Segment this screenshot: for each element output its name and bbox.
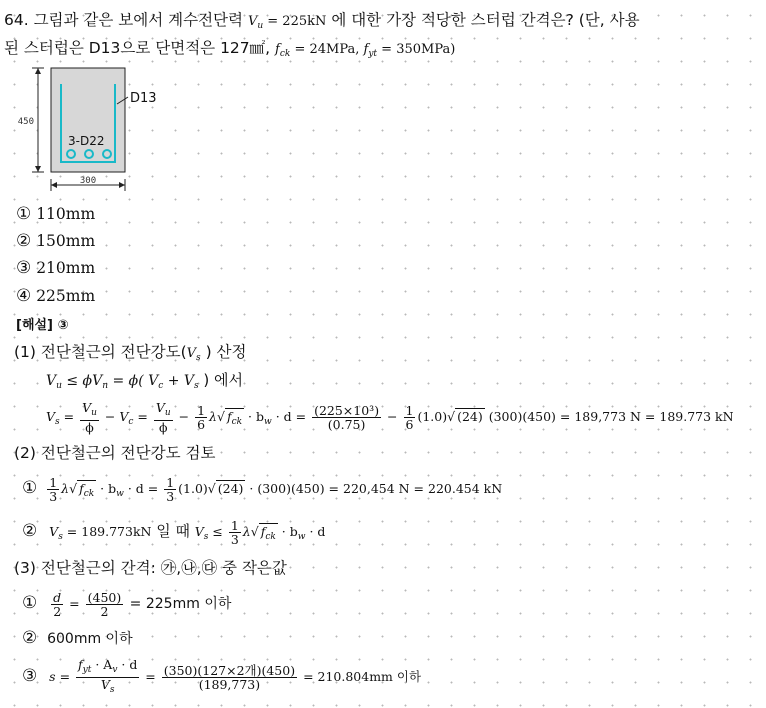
- fck-value: = 24MPa,: [290, 42, 364, 57]
- check-1-d: · d =: [123, 481, 163, 496]
- check-2-frac-third: [229, 519, 241, 546]
- option-4: [16, 286, 95, 306]
- eq2-equals-1: =: [59, 409, 79, 424]
- spacing-3-frac-formula: [76, 658, 139, 697]
- eq2-fck: f: [226, 409, 232, 424]
- check-1-frac-den: 3: [49, 489, 58, 504]
- eq-spacing-2: [22, 628, 133, 649]
- question-number-title: 64. 그림과 같은 보에서 계수전단력: [4, 11, 244, 29]
- check-2-d: · d: [305, 524, 326, 539]
- question-line-1: [4, 10, 640, 36]
- check-2-vs-2: V: [194, 524, 204, 539]
- check-2-word: 일 때: [151, 522, 195, 540]
- eq2-vc-sub: c: [128, 417, 134, 427]
- eq2-frac2-num: V: [155, 400, 165, 415]
- question-title-rest: 에 대한 가장 적당한 스터럽 간격은? (단, 사용: [331, 11, 640, 29]
- solution-header: [해설] ③: [16, 318, 69, 333]
- section-1-title: [14, 342, 247, 368]
- eq2-frac-vu-phi-2: [154, 401, 173, 434]
- eq-vu-phi-vn: [46, 370, 243, 396]
- check-1-result: · (300)(450) = 220,454 N = 220.454 kN: [245, 481, 503, 496]
- check-2-marker: ②: [22, 521, 38, 541]
- vu-symbol: V: [247, 14, 258, 29]
- beam-section-figure: [0, 62, 200, 194]
- check-2-frac-num: 1: [230, 518, 239, 533]
- question-line2-text: 된 스터럽은 D13으로 단면적은 127㎟,: [4, 39, 276, 57]
- spacing-3-den-values: (189,773): [198, 677, 261, 692]
- spacing-3-av-sub: v: [112, 665, 118, 675]
- option-3-text: 210mm: [36, 259, 96, 277]
- eq1-phi-open: = ϕ( V: [108, 373, 159, 389]
- check-2-bw-sub: w: [297, 532, 306, 542]
- option-1: [16, 204, 95, 224]
- eq2-frac-vu-phi: [80, 401, 99, 434]
- spacing-1-marker: ①: [22, 593, 38, 613]
- eq2-lambda: λ: [209, 409, 217, 424]
- eq1-plus-vs: + V: [163, 373, 195, 389]
- spacing-3-s: s: [49, 669, 56, 684]
- option-4-marker: ④: [16, 286, 32, 306]
- width-label: 300: [79, 176, 97, 186]
- spacing-1-frac-450: [86, 591, 124, 618]
- eq-check-1: ① $\frac{1}{3}$ λ√ $f_{ck} \cdot b_w \cdot d$ = $\frac{1}{3}$ (1.0)√ (24) · (300)(450) = 220,454 N = 220.454 kN: [22, 475, 503, 504]
- spacing-1-frac-d2: [51, 591, 63, 618]
- beam-section: [51, 68, 125, 172]
- eq1-vu-sub: u: [56, 381, 62, 391]
- eq2-frac3-num: 1: [197, 403, 206, 418]
- eq2-frac-one-sixth: [195, 404, 207, 431]
- eq2-frac-one-sixth-2: [404, 404, 416, 431]
- check-2-vs-2-sub: s: [203, 532, 209, 542]
- option-4-text: 225mm: [36, 287, 96, 305]
- eq2-frac1-den: ϕ: [85, 420, 94, 435]
- section-2-title: (2) 전단철근의 전단강도 검토: [14, 444, 216, 462]
- spacing-1-450: (450): [87, 590, 122, 605]
- spacing-2-text: 600mm 이하: [47, 631, 133, 647]
- spacing-3-marker: ③: [22, 666, 38, 686]
- check-1-fck: f: [79, 481, 84, 496]
- check-1-frac-third-2: [164, 476, 176, 503]
- question-line-2: [4, 38, 455, 64]
- spacing-3-fyt-sub: yt: [82, 665, 92, 675]
- eq1-vn-sub: n: [102, 381, 109, 391]
- eq2-vs-sub: s: [55, 417, 60, 427]
- fck-sub: ck: [279, 49, 291, 59]
- eq2-coef: (1.0): [417, 409, 448, 424]
- eq2-frac2-den: ϕ: [158, 420, 168, 435]
- check-1-fck-sub: ck: [83, 489, 95, 499]
- spacing-3-equals: =: [55, 669, 75, 684]
- eq2-frac4-num: (225×10³): [314, 403, 380, 418]
- check-1-frac-third: [47, 476, 59, 503]
- check-1-bw: · b: [96, 481, 117, 496]
- eq2-bw: · b: [244, 409, 264, 424]
- eq2-fck-sub: ck: [231, 417, 243, 427]
- eq1-vc-sub: c: [158, 381, 164, 391]
- check-1-frac-num: 1: [49, 475, 58, 490]
- eq2-d: · d =: [271, 409, 311, 424]
- check-1-lambda: λ: [61, 481, 70, 496]
- check-2-fck: f: [260, 524, 266, 539]
- check-2-value: = 189.773kN: [62, 524, 152, 539]
- fyt-value: = 350MPa): [377, 42, 456, 57]
- eq-check-2: ② $V_s = 189.773kN$ 일 때 $V_s$ ≤ $\frac{1}{3}$ λ√ $f_{ck} \cdot b_w \cdot d$: [22, 518, 326, 547]
- spacing-3-frac-values: [162, 664, 297, 691]
- vs-sub: s: [196, 353, 201, 363]
- vu-sub: u: [257, 21, 264, 31]
- spacing-3-vs: V: [100, 677, 110, 692]
- spacing-1-d: d: [53, 590, 62, 605]
- option-3-marker: ③: [16, 258, 32, 278]
- height-arrow-bottom: [35, 166, 41, 172]
- width-arrow-left: [51, 182, 57, 188]
- eq2-frac1-num: V: [82, 400, 92, 415]
- spacing-3-vs-sub: s: [109, 685, 115, 695]
- eq1-vu: V: [46, 373, 57, 389]
- eq1-tail: ) 에서: [198, 371, 244, 389]
- eq1-vs-sub: s: [194, 381, 199, 391]
- eq2-equals-2: =: [133, 409, 152, 424]
- eq2-frac4-den: (0.75): [327, 417, 366, 432]
- eq2-result: (300)(450) = 189,773 N = 189.773 kN: [484, 409, 734, 424]
- eq1-phivn: ≤ ϕV: [61, 373, 103, 389]
- spacing-3-equals-2: =: [141, 669, 160, 684]
- option-1-marker: ①: [16, 204, 32, 224]
- option-3: [16, 258, 95, 278]
- option-1-text: 110mm: [36, 205, 96, 223]
- width-arrow-right: [119, 182, 125, 188]
- spacing-1-equals: =: [65, 596, 84, 611]
- eq2-bw-sub: w: [264, 417, 272, 427]
- option-2-text: 150mm: [36, 232, 96, 250]
- check-2-leq: ≤: [208, 524, 227, 539]
- spacing-3-av: · A: [91, 657, 113, 672]
- check-2-vs-sub: s: [58, 532, 63, 542]
- check-1-marker: ①: [22, 478, 38, 498]
- fck-symbol: f: [275, 42, 280, 57]
- spacing-3-result: = 210.804mm 이하: [299, 669, 422, 684]
- eq2-minus-vc: − V: [100, 409, 129, 424]
- height-label: 450: [17, 117, 34, 127]
- spacing-1-result: = 225mm 이하: [125, 596, 232, 612]
- rebar-label: 3-D22: [68, 134, 105, 148]
- check-2-frac-den: 3: [230, 532, 239, 547]
- check-2-lambda: λ: [242, 524, 251, 539]
- spacing-3-num-values: (350)(127×2개)(450): [163, 663, 296, 678]
- check-1-frac2-den: 3: [166, 489, 175, 504]
- eq2-minus-2: −: [383, 409, 402, 424]
- spacing-3-fyt: f: [78, 657, 83, 672]
- check-2-vs: V: [49, 524, 59, 539]
- check-1-frac2-num: 1: [166, 475, 175, 490]
- fyt-sub: yt: [368, 49, 378, 59]
- option-2-marker: ②: [16, 231, 32, 251]
- eq2-minus: −: [174, 409, 194, 424]
- check-2-bw: · b: [277, 524, 298, 539]
- check-1-bw-sub: w: [116, 489, 124, 499]
- section-1-title-tail: ) 산정: [200, 343, 247, 361]
- eq2-frac5-den: 6: [405, 417, 414, 432]
- eq2-sqrt24: (24): [457, 409, 483, 424]
- spacing-3-d: · d: [117, 657, 138, 672]
- check-2-fck-sub: ck: [265, 532, 276, 542]
- eq2-frac1-num-sub: u: [91, 408, 97, 418]
- check-1-sqrt24: (24): [217, 481, 244, 496]
- fyt-symbol: f: [363, 42, 369, 57]
- spacing-2-marker: ②: [22, 628, 38, 648]
- eq2-frac5-num: 1: [405, 403, 414, 418]
- check-1-coef: (1.0): [178, 481, 208, 496]
- eq-spacing-1: [22, 586, 231, 621]
- height-arrow-top: [35, 68, 41, 74]
- eq-vs-derivation: $V_s$ = $\frac{V_u}{\phi}$ − $V_c$ = $\frac{V_u}{\phi}$ − $\frac{1}{6}$ λ√ $f_{ck} \cdot b_w \cdot d$ = $\frac{\text{(225×10³)}}{(0.75)}$ − $\frac{1}{6}$ (1.0)√ (24) (300)(450) = 189,773 N = 189.773 kN: [46, 400, 734, 435]
- eq2-frac2-num-sub: u: [164, 408, 171, 418]
- stirrup-label: D13: [130, 91, 157, 106]
- spacing-1-two: 2: [53, 604, 62, 619]
- section-3-title: (3) 전단철근의 간격: ㉮,㉯,㉰ 중 작은값: [14, 559, 287, 577]
- eq2-frac3-den: 6: [197, 417, 206, 432]
- spacing-1-two-2: 2: [100, 604, 109, 619]
- eq2-vs: V: [46, 409, 56, 424]
- option-2: [16, 231, 95, 251]
- eq2-frac-load: [312, 404, 381, 431]
- vs-symbol: V: [186, 346, 197, 361]
- vu-value: = 225kN: [263, 14, 327, 29]
- eq-spacing-3: [22, 658, 421, 697]
- section-1-title-text: (1) 전단철근의 전단강도(: [14, 343, 187, 361]
